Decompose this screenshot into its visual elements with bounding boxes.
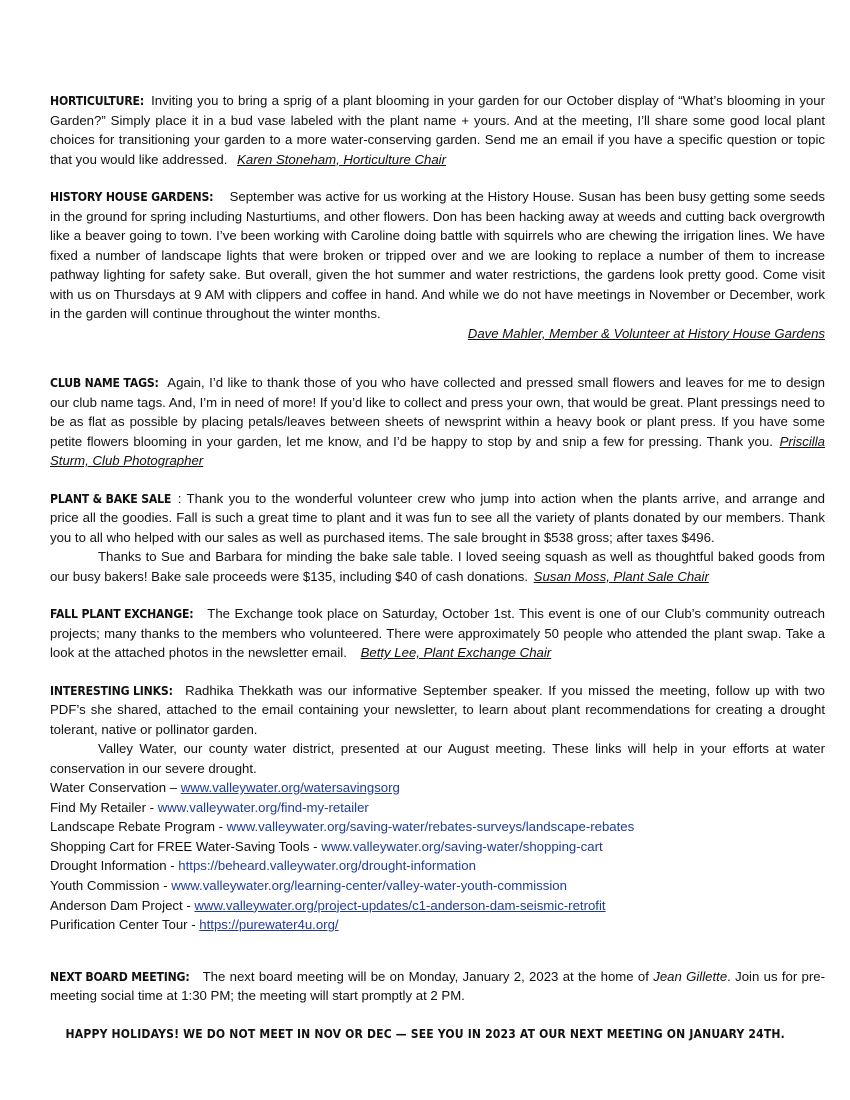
- plant-bake-sale-body: Thank you to the wonderful volunteer crew who jump into action when the plants arrive, and arrange and price all the goodies. Fall is such a great time to plant and it was fun to see all the variety of plants donated by our members. Thank you to all who helped with our sales as well as purchased items. The sale brought in $538 gross; after taxes $496.: [50, 490, 825, 545]
- history-house-signature: Dave Mahler, Member & Volunteer at History House Gardens: [467, 325, 825, 341]
- link-url[interactable]: www.valleywater.org/watersavingsorg: [180, 780, 400, 795]
- links-section: [50, 681, 825, 935]
- link-url[interactable]: www.valleywater.org/project-updates/c1-anderson-dam-seismic-retrofit: [194, 897, 606, 913]
- plant-exchange-heading: FALL PLANT EXCHANGE:: [50, 606, 194, 621]
- name-tags-section: [50, 373, 825, 471]
- link-item-find-retailer: Find My Retailer - www.valleywater.org/find-my-retailer: [50, 799, 369, 815]
- board-meeting-section: [50, 967, 825, 1006]
- horticulture-signature: Karen Stoneham, Horticulture Chair: [237, 151, 446, 167]
- link-item-shopping-cart: Shopping Cart for FREE Water-Saving Tools - www.valleywater.org/saving-water/shopping-cart: [50, 838, 603, 854]
- name-tags-heading: CLUB NAME TAGS:: [50, 375, 159, 390]
- board-meeting-heading: NEXT BOARD MEETING:: [50, 968, 190, 984]
- link-url[interactable]: https://beheard.valleywater.org/drought-information: [178, 858, 476, 874]
- link-url[interactable]: www.valleywater.org/learning-center/valley-water-youth-commission: [171, 877, 567, 893]
- board-meeting-body: The next board meeting will be on Monday, January 2, 2023 at the home of: [202, 968, 649, 984]
- footer-banner: [0, 1026, 850, 1041]
- horticulture-section: [50, 91, 825, 169]
- link-item-landscape-rebate: Landscape Rebate Program - www.valleywater.org/saving-water/rebates-surveys/landscape-rebates: [50, 819, 635, 835]
- board-meeting-body-after: . Join us for pre-meeting social time at 1:30 PM; the meeting will start promptly at 2 PM.: [50, 968, 825, 1004]
- name-tags-signature: Priscilla Sturm, Club Photographer: [50, 433, 825, 468]
- plant-exchange-signature: Betty Lee, Plant Exchange Chair: [360, 645, 552, 660]
- horticulture-heading: HORTICULTURE:: [50, 93, 145, 108]
- links-body-2: Valley Water, our county water district, presented at our August meeting. These links will help in your efforts at water conservation in our severe drought.: [50, 741, 825, 776]
- board-meeting-host: Jean Gillette: [653, 968, 728, 984]
- plant-exchange-body: The Exchange took place on Saturday, October 1st. This event is one of our Club’s community outreach projects; many thanks to the members who volunteered. There were approximately 50 people who attended the plant swap. Take a look at the attached photos in the newsletter email.: [50, 606, 825, 660]
- link-url[interactable]: www.valleywater.org/find-my-retailer: [157, 799, 369, 815]
- link-url[interactable]: www.valleywater.org/saving-water/rebates-surveys/landscape-rebates: [226, 819, 635, 835]
- link-url[interactable]: https://purewater4u.org/: [199, 917, 339, 933]
- plant-bake-sale-section: PLANT & BAKE SALE : Thank you to the wonderful volunteer crew who jump into action when the plants arrive, and arrange and price all the goodies. Fall is such a great time to plant and it was fun to see all the variety of plants donated by our members. Thank you to all who helped with our sales as well as purchased items. The sale brought in $538 gross; after taxes $496. Thanks to Sue and Barbara for minding the bake sale table. I loved seeing squash as well as thoughtful baked goods from our busy bakers! Bake sale proceeds were $135, including $40 of cash donations. Susan Moss, Plant Sale Chair: [50, 490, 825, 584]
- history-house-heading: HISTORY HOUSE GARDENS:: [50, 189, 214, 204]
- link-item-youth-commission: Youth Commission - www.valleywater.org/learning-center/valley-water-youth-commission: [50, 877, 567, 893]
- history-house-section: [50, 187, 825, 343]
- name-tags-body: Again, I’d like to thank those of you who have collected and pressed small flowers and leaves for me to design our club name tags. And, I’m in need of more! If you’d like to collect and press your own, that would be great. Plant pressings need to be as flat as possible by placing petals/leaves between sheets of newsprint within a heavy book or plant press. If you have some petite flowers blooming in your garden, let me know, and I’d be happy to stop by and snip a few for pressing. Thank you.: [50, 375, 825, 449]
- history-house-body: September was active for us working at the History House. Susan has been busy getting some seeds in the ground for spring including Nasturtiums, and other flowers. Don has been hacking away at weeds and cutting back overgrowth like a beaver going to town. I’ve been working with Caroline doing battle with squirrels who are chewing the irrigation lines. We have fixed a number of landscape lights that were broken or tripped over and we are looking to replace a number of them to increase pathway lighting for safety sake. But overall, given the hot summer and water restrictions, the gardens look pretty good. Come visit with us on Thursdays at 9 AM with clippers and coffee in hand. And while we do not have meetings in November or December, work in the garden will continue throughout the winter months.: [50, 189, 825, 321]
- link-item-water-conservation: Water Conservation – www.valleywater.org/watersavingsorg: [50, 780, 400, 795]
- link-url[interactable]: www.valleywater.org/saving-water/shopping-cart: [321, 838, 603, 854]
- plant-bake-sale-signature: Susan Moss, Plant Sale Chair: [533, 568, 709, 584]
- horticulture-body: Inviting you to bring a sprig of a plant blooming in your garden for our October display of “What’s blooming in your Garden?” Simply place it in a bud vase labeled with the plant name + yours. And at the meeting, I’ll share some good local plant choices for transitioning your garden to a more water-conserving garden. Send me an email if you have a specific question or topic that you would like addressed.: [50, 93, 825, 167]
- plant-bake-sale-body-2: Thanks to Sue and Barbara for minding the bake sale table. I loved seeing squash as well as thoughtful baked goods from our busy bakers! Bake sale proceeds were $135, including $40 of cash donations.: [50, 549, 825, 584]
- link-item-drought-info: Drought Information - https://beheard.valleywater.org/drought-information: [50, 858, 476, 874]
- links-body: Radhika Thekkath was our informative September speaker. If you missed the meeting, follow up with two PDF’s she shared, attached to the email containing your newsletter, to learn about plant recommendations for creating a drought tolerant, native or pollinator garden.: [50, 682, 825, 737]
- plant-exchange-section: [50, 604, 825, 663]
- plant-bake-sale-heading: PLANT & BAKE SALE: [50, 490, 172, 506]
- link-list: [50, 778, 825, 935]
- link-item-anderson-dam: Anderson Dam Project - www.valleywater.org/project-updates/c1-anderson-dam-seismic-retrofit: [50, 897, 606, 913]
- links-heading: INTERESTING LINKS:: [50, 682, 173, 698]
- link-item-purification-tour: Purification Center Tour - https://purewater4u.org/: [50, 917, 339, 933]
- footer-text: HAPPY HOLIDAYS! WE DO NOT MEET IN NOV OR DEC — SEE YOU IN 2023 AT OUR NEXT MEETING ON JANUARY 24TH.: [65, 1026, 785, 1041]
